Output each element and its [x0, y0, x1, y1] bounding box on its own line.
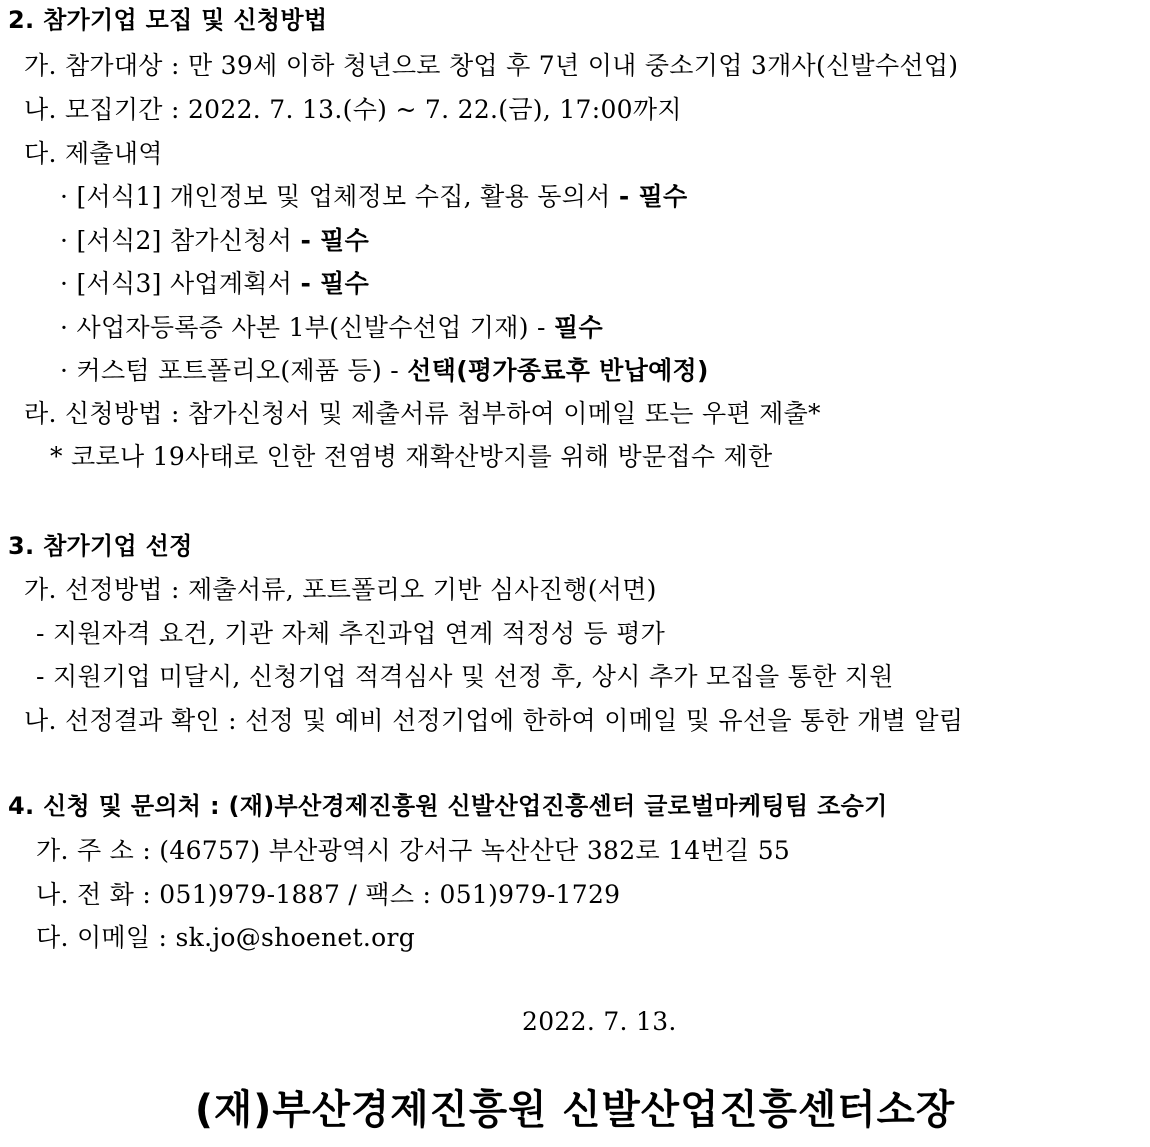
- doc-item-tag: - 필수: [300, 226, 370, 255]
- submission-docs-title: 다. 제출내역: [24, 139, 163, 168]
- doc-item-text: · [서식3] 사업계획서: [60, 269, 301, 298]
- doc-item-text: · 커스텀 포트폴리오(제품 등) -: [60, 356, 408, 385]
- doc-item: [60, 312, 603, 344]
- contact-address: 가. 주 소 : (46757) 부산광역시 강서구 녹산산단 382로 14번길 55: [36, 836, 791, 865]
- doc-item-text: · [서식1] 개인정보 및 업체정보 수집, 활용 동의서: [60, 182, 619, 211]
- contact-phone: 나. 전 화 : 051)979-1887 / 팩스 : 051)979-1729: [36, 880, 621, 909]
- doc-item: [60, 181, 687, 213]
- doc-item: [60, 268, 369, 300]
- document-date: 2022. 7. 13.: [522, 1007, 677, 1036]
- doc-item-text: · 사업자등록증 사본 1부(신발수선업 기재) -: [60, 313, 554, 342]
- doc-item-tag: 선택(평가종료후 반납예정): [407, 356, 709, 385]
- doc-item-tag: - 필수: [618, 182, 688, 211]
- application-method-note: * 코로나 19사태로 인한 전염병 재확산방지를 위해 방문접수 제한: [50, 442, 773, 471]
- issuer-signature: (재)부산경제진흥원 신발산업진흥센터소장: [194, 1087, 956, 1133]
- contact-email: 다. 이메일 : sk.jo@shoenet.org: [36, 923, 416, 952]
- doc-item: [60, 355, 709, 387]
- selection-method: 가. 선정방법 : 제출서류, 포트폴리오 기반 심사진행(서면): [24, 575, 657, 604]
- recruitment-period: 나. 모집기간 : 2022. 7. 13.(수) ~ 7. 22.(금), 17:00까지: [24, 95, 682, 124]
- selection-criteria: - 지원기업 미달시, 신청기업 적격심사 및 선정 후, 상시 추가 모집을 통한 지원: [36, 662, 894, 691]
- doc-item-tag: 필수: [554, 313, 603, 342]
- section-3-heading: 3. 참가기업 선정: [8, 532, 193, 560]
- section-2-heading: 2. 참가기업 모집 및 신청방법: [8, 6, 328, 34]
- doc-item: [60, 225, 369, 257]
- doc-item-tag: - 필수: [300, 269, 370, 298]
- section-4-heading: 4. 신청 및 문의처 : (재)부산경제진흥원 신발산업진흥센터 글로벌마케팅팀 조승기: [8, 792, 888, 820]
- participation-target: 가. 참가대상 : 만 39세 이하 청년으로 창업 후 7년 이내 중소기업 3개사(신발수선업): [24, 51, 959, 80]
- selection-criteria: - 지원자격 요건, 기관 자체 추진과업 연계 적정성 등 평가: [36, 619, 666, 648]
- selection-result: 나. 선정결과 확인 : 선정 및 예비 선정기업에 한하여 이메일 및 유선을 통한 개별 알림: [24, 706, 964, 735]
- doc-item-text: · [서식2] 참가신청서: [60, 226, 301, 255]
- application-method: 라. 신청방법 : 참가신청서 및 제출서류 첨부하여 이메일 또는 우편 제출*: [24, 399, 821, 428]
